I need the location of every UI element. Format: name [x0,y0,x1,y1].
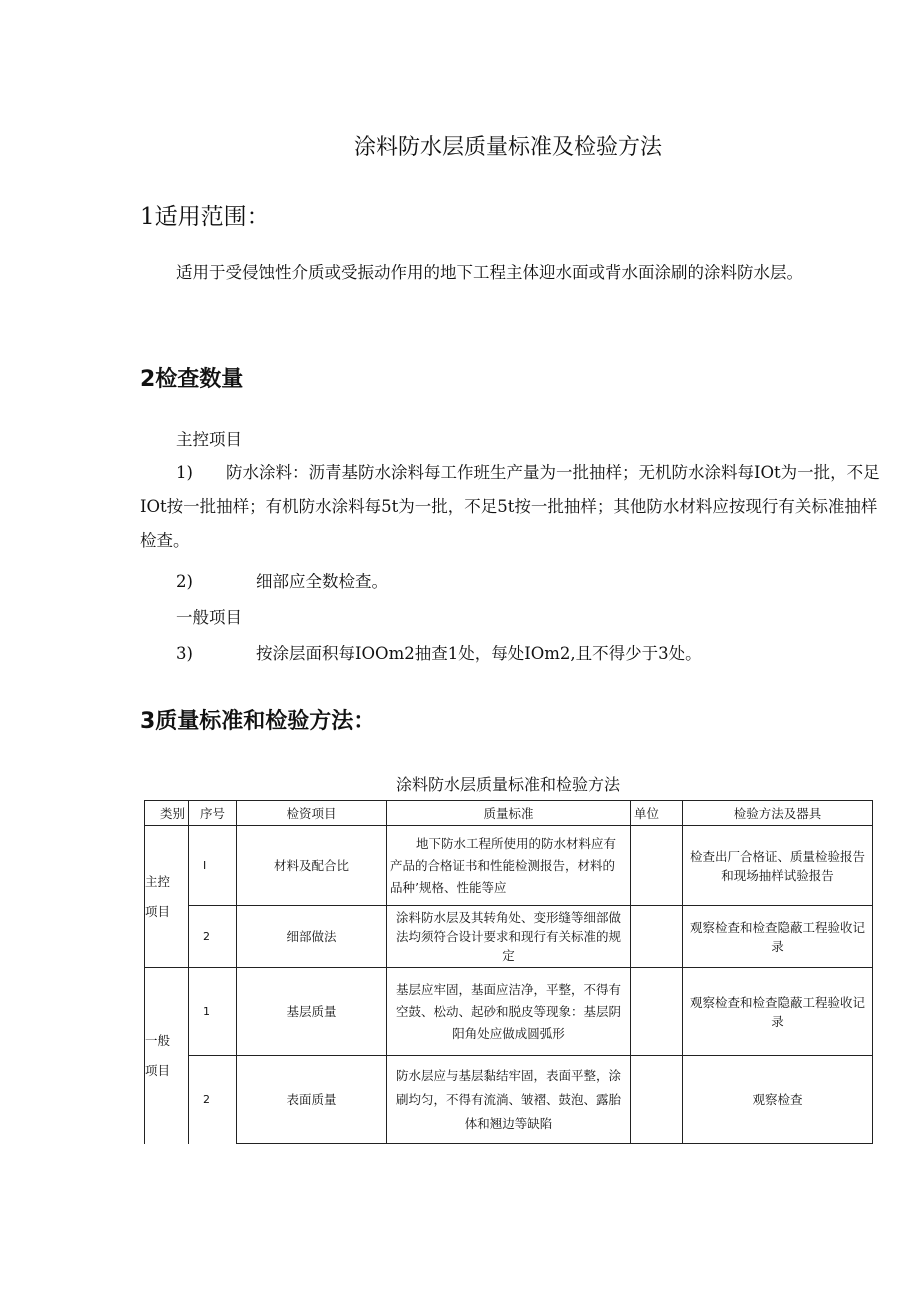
table-row [145,906,873,968]
row-item: 表面质量 [237,1056,387,1144]
row-method: 观察检查和检查隐蔽工程验收记录 [683,906,873,968]
header-number: 序号 [189,801,237,826]
header-method: 检验方法及器具 [683,801,873,826]
row-method: 观察检查 [683,1056,873,1144]
scope-paragraph: 适用于受侵蚀性介质或受振动作用的地下工程主体迎水面或背水面涂刷的涂料防水层。 [176,263,803,282]
item3-line [176,640,702,664]
table-row [145,1056,873,1144]
row-number: 2 [189,906,237,968]
table-caption: 涂料防水层质量标准和检验方法 [395,775,620,794]
table-row [145,826,873,906]
item3-text: 按涂层面积每IOOm2抽查1处，每处IOm2,且不得少于3处。 [256,644,702,663]
item1-paragraph [140,456,880,558]
row-standard: 基层应牢固，基面应洁净，平整，不得有空鼓、松动、起砂和脱皮等现象：基层阴阳角处应做成圆弧形 [387,968,631,1056]
row-unit [631,906,683,968]
section-heading-quantity: 2检查数量 [140,367,244,392]
general-items-label: 一般项目 [176,608,242,627]
header-category: 类别 [145,801,189,826]
header-unit: 单位 [631,801,683,826]
row-number: 2 [189,1056,237,1144]
page-title: 涂料防水层质量标准及检验方法 [353,135,662,160]
item1-text: 防水涂料：沥青基防水涂料每工作班生产量为一批抽样；无机防水涂料每IOt为一批，不足IOt按一批抽样；有机防水涂料每5t为一批，不足5t按一批抽样；其他防水材料应按现行有关标准抽样检查。 [140,463,880,550]
row-method: 观察检查和检查隐蔽工程验收记录 [683,968,873,1056]
row-number: I [189,826,237,906]
row-unit [631,1056,683,1144]
row-standard: 涂料防水层及其转角处、变形缝等细部做法均须符合设计要求和现行有关标准的规定 [387,906,631,968]
quality-table [144,800,873,1144]
item2-number: 2) [176,572,193,591]
item3-number: 3) [176,644,193,663]
category-main: 主控项目 [145,826,189,968]
item1-number: 1) [176,463,193,482]
row-standard: 防水层应与基层黏结牢固，表面平整，涂刷均匀，不得有流淌、皱褶、鼓泡、露胎体和翘边等缺陷 [387,1056,631,1144]
header-standard: 质量标准 [387,801,631,826]
main-items-label: 主控项目 [176,430,242,449]
row-unit [631,968,683,1056]
category-general: 一般项目 [145,968,189,1144]
row-item: 基层质量 [237,968,387,1056]
row-item: 材料及配合比 [237,826,387,906]
table-row [145,968,873,1056]
item2-text: 细部应全数检查。 [256,572,388,591]
row-number: 1 [189,968,237,1056]
table-header-row [145,801,873,826]
section-heading-scope: 1适用范围： [140,204,270,230]
row-method: 检查出厂合格证、质量检验报告和现场抽样试验报告 [683,826,873,906]
row-standard: 地下防水工程所使用的防水材料应有产品的合格证书和性能检测报告，材料的品种’规格、性能等应 [387,826,631,906]
header-item: 检资项目 [237,801,387,826]
item2-line [176,568,388,592]
section-heading-standards: 3质量标准和检验方法： [140,709,376,734]
row-unit [631,826,683,906]
row-item: 细部做法 [237,906,387,968]
